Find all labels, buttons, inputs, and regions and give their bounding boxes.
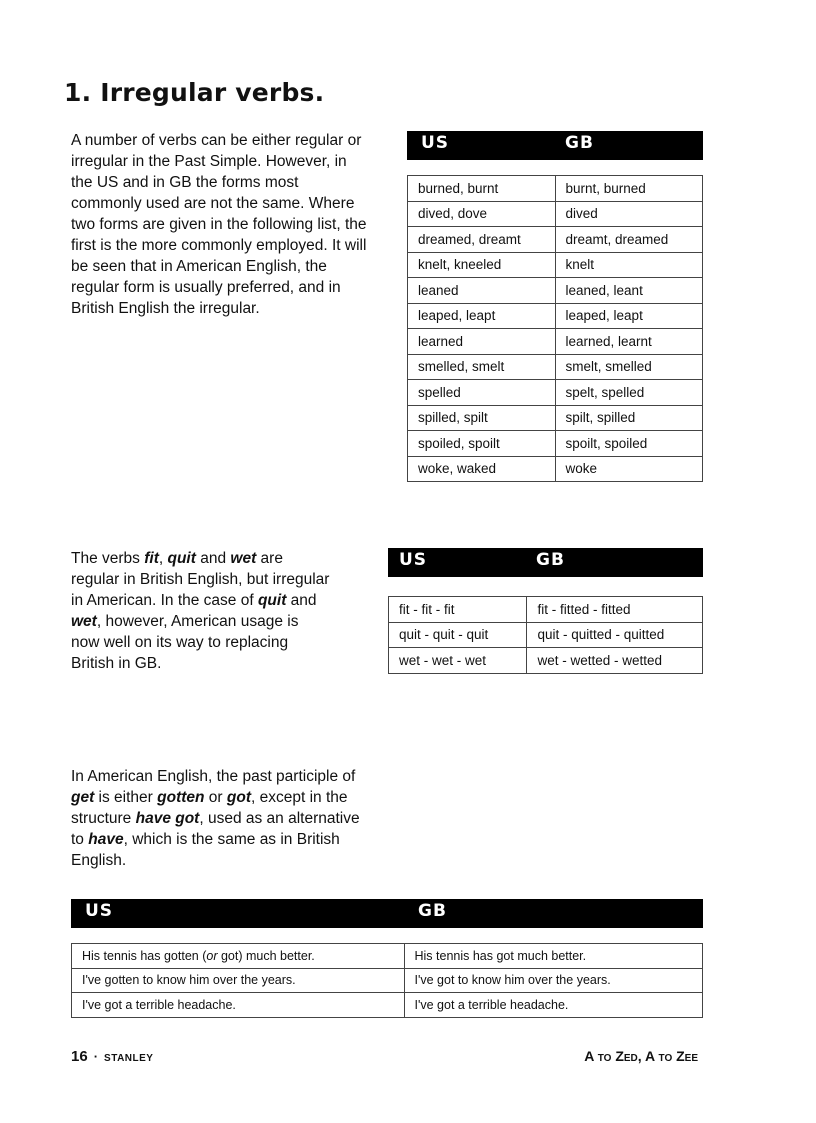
table1-gb-cell: spilt, spilled — [555, 405, 703, 431]
table2-us-cell: quit - quit - quit — [389, 622, 527, 648]
table1-gb-cell: woke — [555, 456, 703, 482]
s3-text: , except in the structure — [71, 789, 348, 827]
table1-gb-cell: knelt — [555, 252, 703, 278]
table1-gb-cell: leaped, leapt — [555, 303, 703, 329]
s2-word-quit: quit — [257, 592, 287, 609]
s3-text: , which is the same as in British English. — [71, 831, 340, 869]
cell-text: His tennis has gotten ( — [82, 948, 207, 963]
table1 — [407, 175, 703, 482]
table-row — [408, 380, 703, 406]
table1-gb-cell: dreamt, dreamed — [555, 227, 703, 253]
s2-text: and — [286, 592, 317, 609]
s2-text: , however, American usage is now well on its way to replacing British in GB. — [71, 613, 299, 672]
s3-word-got: got — [226, 789, 252, 806]
table-row — [408, 278, 703, 304]
table3 — [71, 943, 703, 1018]
table3-us-cell — [72, 944, 405, 969]
s3-word-have: have — [88, 831, 124, 848]
footer-book-title: A to Zed, A to Zee — [584, 1048, 698, 1064]
table1-gb-cell: dived — [555, 201, 703, 227]
cell-text: got) much better. — [217, 948, 315, 963]
intro-paragraph: A number of verbs can be either regular or irregular in the Past Simple. However, in the US and in GB the forms most commonly used are not the same. Where two forms are given in the following list, the first is the more commonly employed. It will be seen that in American English, the regular form is usually preferred, and in British English the irregular. — [71, 132, 367, 317]
s2-word-quit: quit — [167, 550, 196, 567]
table2-gb-cell: fit - fitted - fitted — [527, 597, 703, 623]
table2-header-gb: GB — [536, 550, 565, 570]
table-row — [408, 354, 703, 380]
table-row — [408, 176, 703, 202]
table-row — [389, 597, 703, 623]
table3-header-gb: GB — [418, 901, 447, 921]
table1-us-cell: learned — [408, 329, 556, 355]
table1-us-cell: smelled, smelt — [408, 354, 556, 380]
table1-header — [407, 131, 703, 160]
table1-us-cell: dived, dove — [408, 201, 556, 227]
table1-gb-cell: burnt, burned — [555, 176, 703, 202]
s2-text: are regular in British English, but irregular in American. In the case of — [71, 550, 330, 609]
table3-gb-cell: His tennis has got much better. — [404, 944, 703, 969]
table3-us-cell: I've got a terrible headache. — [72, 993, 405, 1018]
s2-word-wet: wet — [71, 613, 97, 630]
table-row — [389, 622, 703, 648]
s3-word-have-got: have got — [135, 810, 200, 827]
footer-page-info — [71, 1048, 153, 1065]
table-row — [408, 431, 703, 457]
table-row — [408, 456, 703, 482]
table-row — [72, 968, 703, 993]
table2-header-us: US — [399, 550, 428, 570]
s3-word-gotten: gotten — [157, 789, 205, 806]
section2-paragraph — [71, 548, 331, 674]
table-row — [408, 303, 703, 329]
table1-header-us: US — [421, 133, 450, 153]
table1-us-cell: spoiled, spoilt — [408, 431, 556, 457]
table1-gb-cell: spoilt, spoiled — [555, 431, 703, 457]
cell-text-italic: or — [206, 948, 218, 963]
s3-text: is either — [94, 789, 158, 806]
table1-us-cell: leaped, leapt — [408, 303, 556, 329]
table-row — [72, 944, 703, 969]
table1-us-cell: dreamed, dreamt — [408, 227, 556, 253]
table3-gb-cell: I've got a terrible headache. — [404, 993, 703, 1018]
page-title: 1. Irregular verbs. — [64, 78, 325, 107]
table-row — [408, 329, 703, 355]
table-row — [72, 993, 703, 1018]
table2-gb-cell: wet - wetted - wetted — [527, 648, 703, 674]
table-row — [389, 648, 703, 674]
s2-word-fit: fit — [144, 550, 159, 567]
s3-text: , used as an alternative to — [71, 810, 360, 848]
table1-gb-cell: spelt, spelled — [555, 380, 703, 406]
footer-separator: · — [93, 1049, 99, 1064]
table-row — [408, 227, 703, 253]
table1-us-cell: woke, waked — [408, 456, 556, 482]
table1-header-gb: GB — [565, 133, 594, 153]
table1-us-cell: spelled — [408, 380, 556, 406]
table3-us-cell: I've gotten to know him over the years. — [72, 968, 405, 993]
table1-us-cell: knelt, kneeled — [408, 252, 556, 278]
table1-gb-cell: smelt, smelled — [555, 354, 703, 380]
footer-author: STANLEY — [104, 1053, 154, 1064]
table1-us-cell: spilled, spilt — [408, 405, 556, 431]
table1-us-cell: burned, burnt — [408, 176, 556, 202]
table-row — [408, 201, 703, 227]
table1-gb-cell: learned, learnt — [555, 329, 703, 355]
table3-header — [71, 899, 703, 928]
table-row — [408, 405, 703, 431]
s3-text: In American English, the past participle of — [71, 768, 356, 785]
s2-text: , — [158, 550, 168, 567]
page-number: 16 — [71, 1048, 88, 1065]
table1-gb-cell: leaned, leant — [555, 278, 703, 304]
table3-header-us: US — [85, 901, 114, 921]
table2-header — [388, 548, 703, 577]
s2-word-wet: wet — [230, 550, 257, 567]
s3-word-get: get — [71, 789, 95, 806]
table2-us-cell: wet - wet - wet — [389, 648, 527, 674]
table2-us-cell: fit - fit - fit — [389, 597, 527, 623]
table-row — [408, 252, 703, 278]
s2-text: and — [195, 550, 231, 567]
s2-text: The verbs — [71, 550, 145, 567]
table2 — [388, 596, 703, 674]
section3-paragraph — [71, 766, 361, 871]
table2-gb-cell: quit - quitted - quitted — [527, 622, 703, 648]
table1-us-cell: leaned — [408, 278, 556, 304]
table3-gb-cell: I've got to know him over the years. — [404, 968, 703, 993]
s3-text: or — [204, 789, 227, 806]
